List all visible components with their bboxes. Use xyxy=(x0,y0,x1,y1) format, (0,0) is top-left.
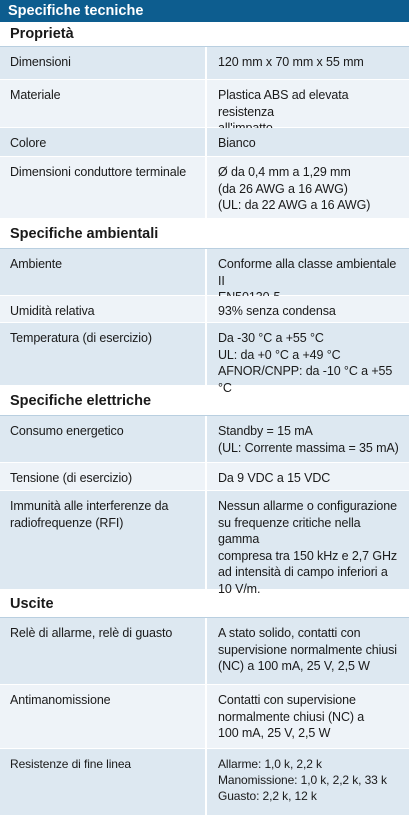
table-row xyxy=(0,416,409,463)
row-label: Consumo energetico xyxy=(0,416,205,462)
row-label: Dimensioni conduttore terminale xyxy=(0,157,205,218)
row-value: 120 mm x 70 mm x 55 mm xyxy=(205,47,409,79)
row-value: Plastica ABS ad elevata resistenza xyxy=(205,80,409,127)
table-row xyxy=(0,249,409,296)
row-label: Dimensioni xyxy=(0,47,205,79)
row-value: Nessun allarme o configurazione su frequenze critiche nella gamma compresa tra 150 kHz e 2,7 GHz ad intensità di campo inferiori a 10 V/m. xyxy=(205,491,409,589)
row-value: Bianco xyxy=(205,128,409,156)
row-label: Temperatura (di esercizio) xyxy=(0,323,205,385)
row-label: Colore xyxy=(0,128,205,156)
table-row xyxy=(0,296,409,323)
row-value: Ø da 0,4 mm a 1,29 mm (da 26 AWG a 16 AWG) (UL: da 22 AWG a 16 AWG) xyxy=(205,157,409,218)
section-header-electrical: Specifiche elettriche xyxy=(0,386,409,416)
row-value: Conforme alla classe ambientale II xyxy=(205,249,409,295)
row-label: Immunità alle interferenze da radiofrequenze (RFI) xyxy=(0,491,205,589)
page-title: Specifiche tecniche xyxy=(0,0,409,22)
row-value: Da 9 VDC a 15 VDC xyxy=(205,463,409,490)
row-value: Contatti con supervisione normalmente chiusi (NC) a 100 mA, 25 V, 2,5 W xyxy=(205,685,409,748)
table-row xyxy=(0,128,409,157)
row-label: Antimanomissione xyxy=(0,685,205,748)
table-row xyxy=(0,463,409,491)
table-row xyxy=(0,80,409,128)
table-row xyxy=(0,618,409,685)
row-value: 93% senza condensa xyxy=(205,296,409,322)
section-header-outputs: Uscite xyxy=(0,590,409,618)
section-header-environmental: Specifiche ambientali xyxy=(0,219,409,249)
row-value: Standby = 15 mA (UL: Corrente massima = 35 mA) xyxy=(205,416,409,462)
row-value: Allarme: 1,0 k, 2,2 k Manomissione: 1,0 k, 2,2 k, 33 k Guasto: 2,2 k, 12 k xyxy=(205,749,409,815)
row-label: Resistenze di fine linea xyxy=(0,749,205,815)
row-label: Ambiente xyxy=(0,249,205,295)
row-value: Da -30 °C a +55 °C UL: da +0 °C a +49 °C AFNOR/CNPP: da -10 °C a +55 °C xyxy=(205,323,409,385)
table-row xyxy=(0,323,409,395)
row-value: A stato solido, contatti con supervisione normalmente chiusi (NC) a 100 mA, 25 V, 2,5 W xyxy=(205,618,409,684)
table-row xyxy=(0,157,409,219)
table-row xyxy=(0,749,409,816)
table-row xyxy=(0,47,409,80)
row-label: Tensione (di esercizio) xyxy=(0,463,205,490)
table-row xyxy=(0,685,409,749)
row-label: Umidità relativa xyxy=(0,296,205,322)
section-header-properties: Proprietà xyxy=(0,22,409,47)
row-label: Relè di allarme, relè di guasto xyxy=(0,618,205,684)
row-label: Materiale xyxy=(0,80,205,127)
table-row xyxy=(0,491,409,596)
